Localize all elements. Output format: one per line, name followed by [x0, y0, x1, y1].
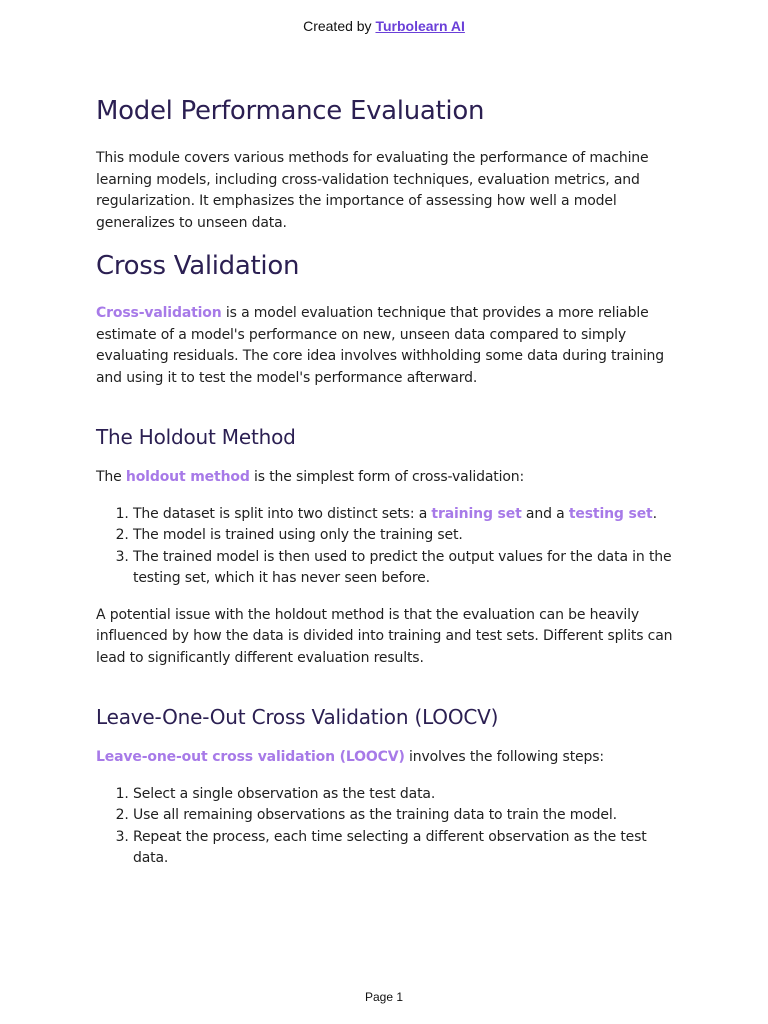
- list-item: 1. Select a single observation as the test data.: [133, 784, 681, 806]
- loocv-intro-post: involves the following steps:: [404, 749, 604, 765]
- intro-paragraph: This module covers various methods for evaluating the performance of machine learning models, including cross-validation techniques, evaluation metrics, and regularization. It emphasizes the importance of assessing how well a model generalizes to unseen data.: [96, 150, 649, 231]
- list-item: 3. Repeat the process, each time selecting a different observation as the test data.: [133, 827, 681, 870]
- list-item: 2. Use all remaining observations as the training data to train the model.: [133, 805, 681, 827]
- step1-post: .: [652, 505, 657, 522]
- cross-validation-term: Cross-validation: [96, 305, 222, 321]
- cross-validation-paragraph: [96, 303, 681, 389]
- page-number: Page 1: [364, 990, 404, 1004]
- page-title: Model Performance Evaluation: [96, 96, 485, 126]
- list-item: 3. The trained model is then used to predict the output values for the data in the testing set, which it has never seen before.: [133, 547, 681, 590]
- training-set-term: training set: [431, 505, 522, 522]
- holdout-intro-pre: The: [96, 469, 126, 485]
- cross-validation-heading: Cross Validation: [96, 251, 300, 281]
- holdout-issue-paragraph: A potential issue with the holdout method is that the evaluation can be heavily influenced by how the data is divided into training and test sets. Different splits can lead to significantly different evaluation results.: [96, 606, 673, 666]
- step1-pre: The dataset is split into two distinct sets: a: [133, 505, 432, 522]
- step1-mid: and a: [521, 505, 569, 522]
- loocv-term: Leave-one-out cross validation (LOOCV): [96, 749, 405, 765]
- holdout-heading: The Holdout Method: [96, 425, 296, 449]
- list-item: [133, 504, 681, 526]
- turbolearn-link[interactable]: Turbolearn AI: [375, 18, 465, 34]
- document-body: [96, 96, 681, 870]
- loocv-steps: [96, 784, 681, 870]
- header-prefix: Created by: [303, 18, 376, 34]
- page-header: [0, 18, 768, 34]
- holdout-intro: [96, 467, 681, 489]
- holdout-steps: [96, 504, 681, 590]
- testing-set-term: testing set: [568, 505, 653, 522]
- holdout-intro-post: is the simplest form of cross-validation:: [249, 469, 525, 485]
- cross-validation-text: is a model evaluation technique that provides a more reliable estimate of a model's performance on new, unseen data compared to simply evaluating residuals. The core idea involves withholding some data during training and using it to test the model's performance afterward.: [96, 305, 665, 386]
- loocv-heading: Leave-One-Out Cross Validation (LOOCV): [96, 705, 499, 729]
- list-item: 2. The model is trained using only the training set.: [133, 525, 681, 547]
- holdout-term: holdout method: [125, 469, 250, 485]
- loocv-intro: [96, 747, 681, 769]
